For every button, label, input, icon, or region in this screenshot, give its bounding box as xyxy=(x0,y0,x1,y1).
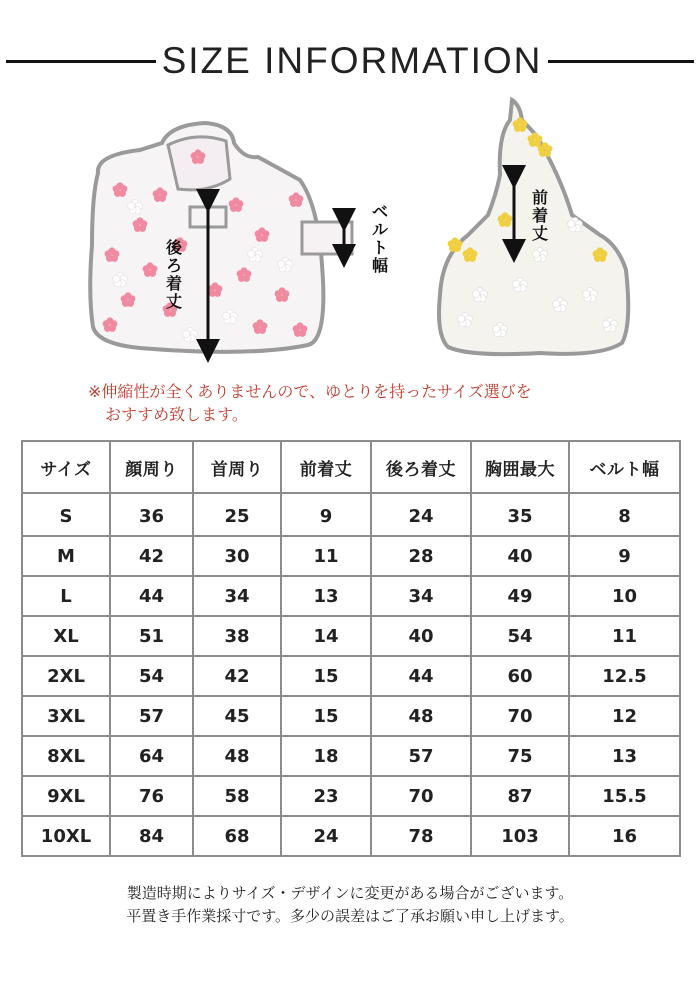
front-length-label: 前着丈 xyxy=(531,188,548,243)
footer-note xyxy=(0,882,700,928)
value-cell: 34 xyxy=(371,576,471,616)
note-line-1: ※伸縮性が全くありませんので、ゆとりを持ったサイズ選びを xyxy=(88,382,532,401)
size-cell: S xyxy=(22,493,110,536)
value-cell: 40 xyxy=(371,616,471,656)
size-cell: M xyxy=(22,536,110,576)
value-cell: 24 xyxy=(371,493,471,536)
size-cell: L xyxy=(22,576,110,616)
value-cell: 11 xyxy=(281,536,371,576)
footer-line-2: 平置き手作業採寸です。多少の誤差はご了承お願い申し上げます。 xyxy=(126,907,574,925)
table-row xyxy=(22,576,680,616)
value-cell: 25 xyxy=(193,493,281,536)
value-cell: 87 xyxy=(471,776,569,816)
value-cell: 64 xyxy=(110,736,193,776)
table-row xyxy=(22,816,680,856)
left-raincoat xyxy=(90,123,352,352)
header-neck: 首周り xyxy=(193,441,281,493)
table-body xyxy=(22,493,680,856)
value-cell: 8 xyxy=(569,493,680,536)
value-cell: 24 xyxy=(281,816,371,856)
header-front-length: 前着丈 xyxy=(281,441,371,493)
value-cell: 30 xyxy=(193,536,281,576)
size-cell: XL xyxy=(22,616,110,656)
note-line-2: おすすめ致します。 xyxy=(105,405,248,424)
value-cell: 76 xyxy=(110,776,193,816)
table-row xyxy=(22,493,680,536)
value-cell: 49 xyxy=(471,576,569,616)
value-cell: 9 xyxy=(569,536,680,576)
sizing-note xyxy=(88,380,668,426)
value-cell: 57 xyxy=(371,736,471,776)
table-row xyxy=(22,656,680,696)
size-cell: 3XL xyxy=(22,696,110,736)
value-cell: 14 xyxy=(281,616,371,656)
value-cell: 51 xyxy=(110,616,193,656)
size-cell: 8XL xyxy=(22,736,110,776)
value-cell: 10 xyxy=(569,576,680,616)
value-cell: 36 xyxy=(110,493,193,536)
value-cell: 45 xyxy=(193,696,281,736)
value-cell: 44 xyxy=(110,576,193,616)
header-back-length: 後ろ着丈 xyxy=(371,441,471,493)
value-cell: 54 xyxy=(110,656,193,696)
value-cell: 44 xyxy=(371,656,471,696)
value-cell: 34 xyxy=(193,576,281,616)
product-illustrations xyxy=(0,95,700,375)
value-cell: 103 xyxy=(471,816,569,856)
table-row xyxy=(22,776,680,816)
value-cell: 13 xyxy=(281,576,371,616)
value-cell: 42 xyxy=(193,656,281,696)
value-cell: 38 xyxy=(193,616,281,656)
value-cell: 70 xyxy=(471,696,569,736)
value-cell: 60 xyxy=(471,656,569,696)
value-cell: 9 xyxy=(281,493,371,536)
value-cell: 78 xyxy=(371,816,471,856)
table-row xyxy=(22,696,680,736)
value-cell: 28 xyxy=(371,536,471,576)
value-cell: 15 xyxy=(281,656,371,696)
header-size: サイズ xyxy=(22,441,110,493)
value-cell: 12.5 xyxy=(569,656,680,696)
value-cell: 15.5 xyxy=(569,776,680,816)
value-cell: 15 xyxy=(281,696,371,736)
belt-width-label: ベルト幅 xyxy=(371,202,388,275)
value-cell: 13 xyxy=(569,736,680,776)
table-header-row xyxy=(22,441,680,493)
title-rule-left xyxy=(6,60,156,63)
value-cell: 18 xyxy=(281,736,371,776)
header-chest-max: 胸囲最大 xyxy=(471,441,569,493)
header-belt-width: ベルト幅 xyxy=(569,441,680,493)
value-cell: 16 xyxy=(569,816,680,856)
table-row xyxy=(22,536,680,576)
size-cell: 10XL xyxy=(22,816,110,856)
value-cell: 84 xyxy=(110,816,193,856)
value-cell: 23 xyxy=(281,776,371,816)
value-cell: 70 xyxy=(371,776,471,816)
value-cell: 75 xyxy=(471,736,569,776)
value-cell: 54 xyxy=(471,616,569,656)
page-title: SIZE INFORMATION xyxy=(161,40,543,81)
value-cell: 35 xyxy=(471,493,569,536)
size-cell: 9XL xyxy=(22,776,110,816)
table-row xyxy=(22,736,680,776)
size-cell: 2XL xyxy=(22,656,110,696)
value-cell: 12 xyxy=(569,696,680,736)
value-cell: 11 xyxy=(569,616,680,656)
size-table xyxy=(21,440,681,857)
header-face: 顔周り xyxy=(110,441,193,493)
value-cell: 58 xyxy=(193,776,281,816)
value-cell: 48 xyxy=(193,736,281,776)
title-row xyxy=(0,36,700,86)
value-cell: 57 xyxy=(110,696,193,736)
back-length-label: 後ろ着丈 xyxy=(165,238,182,311)
value-cell: 40 xyxy=(471,536,569,576)
value-cell: 48 xyxy=(371,696,471,736)
table-row xyxy=(22,616,680,656)
value-cell: 68 xyxy=(193,816,281,856)
footer-line-1: 製造時期によりサイズ・デザインに変更がある場合がございます。 xyxy=(126,884,574,902)
raincoat-drawings xyxy=(0,95,700,375)
title-rule-right xyxy=(548,60,694,63)
value-cell: 42 xyxy=(110,536,193,576)
